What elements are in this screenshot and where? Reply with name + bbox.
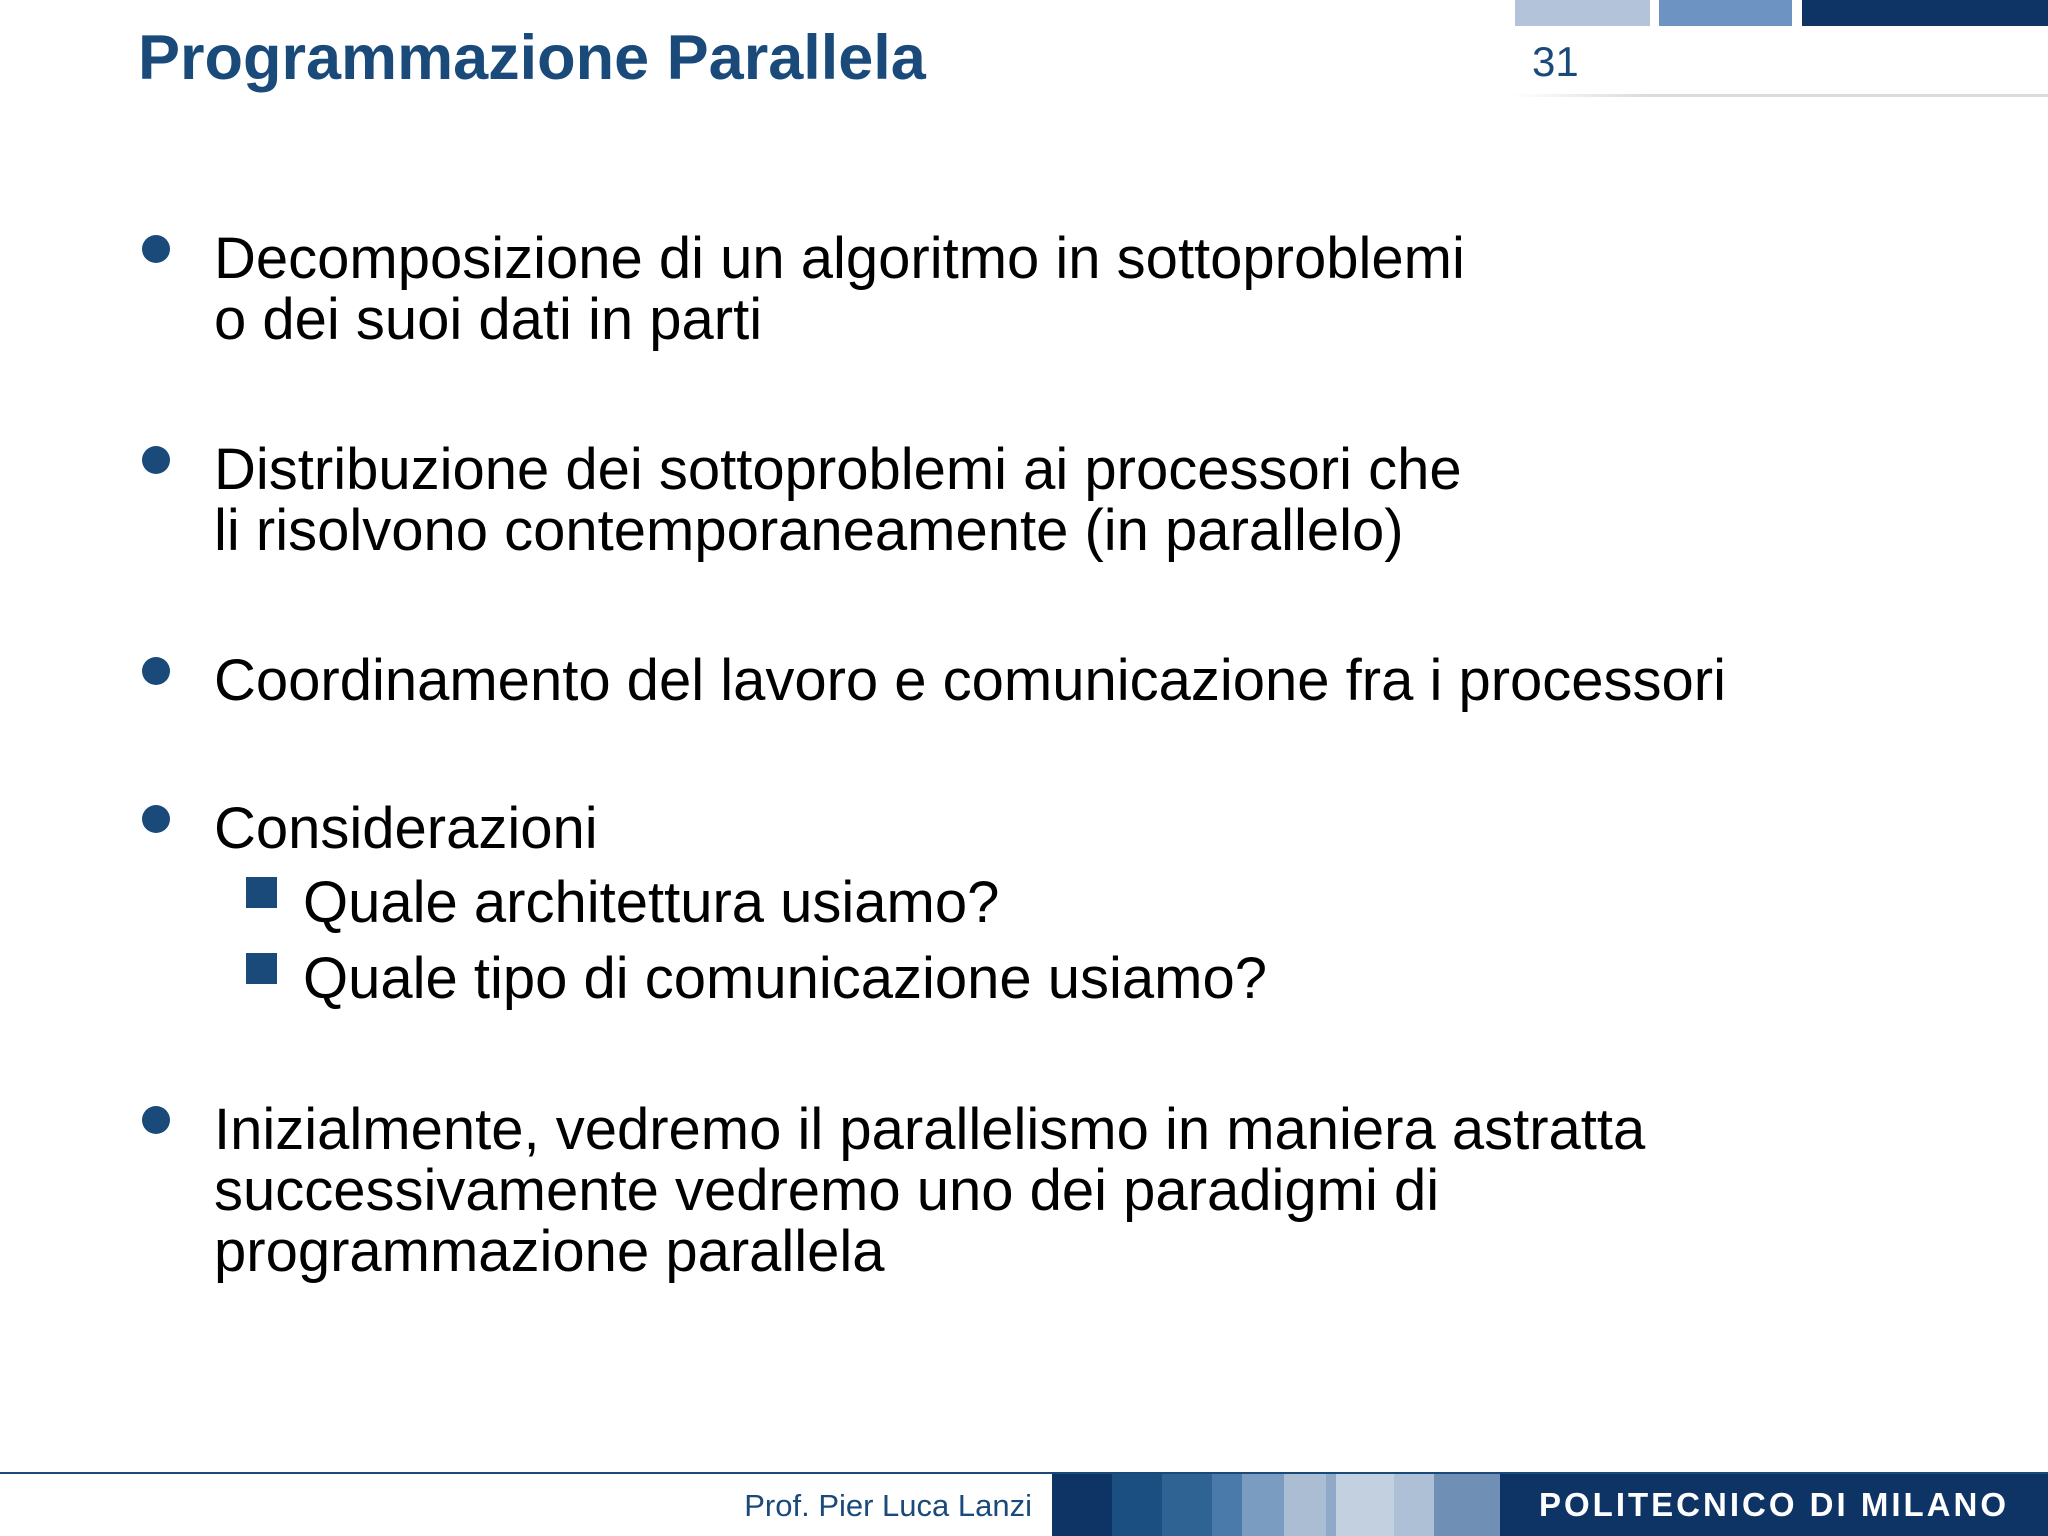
bullet-list [138, 228, 1938, 1282]
bullet-text: Decomposizione di un algoritmo in sottoproblemi [214, 226, 1465, 291]
author-name: Prof. Pier Luca Lanzi [744, 1488, 1032, 1523]
bullet-item [138, 228, 1938, 350]
footer-block [1434, 1474, 1500, 1536]
footer-block [1394, 1474, 1434, 1536]
header-rule [1510, 94, 2048, 97]
bullet-text: Coordinamento del lavoro e comunicazione fra i processori [214, 648, 1726, 713]
bullet-dot-icon [142, 657, 170, 685]
bullet-item [138, 650, 1938, 711]
bullet-text: o dei suoi dati in parti [214, 287, 763, 352]
bullet-text: li risolvono contemporaneamente (in parallelo) [214, 498, 1404, 563]
bullet-item [138, 439, 1938, 561]
bullet-item [138, 1099, 1938, 1282]
sub-bullet-item [214, 948, 1938, 1009]
bullet-text: Inizialmente, vedremo il parallelismo in maniera astratta [214, 1097, 1646, 1162]
sub-bullet-text: Quale architettura usiamo? [303, 870, 1000, 935]
bullet-dot-icon [142, 446, 170, 474]
footer-block [1112, 1474, 1162, 1536]
sub-bullet-list [214, 872, 1938, 1009]
bullet-text: programmazione parallela [214, 1219, 885, 1284]
square-bullet-icon [246, 877, 277, 908]
sub-bullet-item [214, 872, 1938, 933]
page-number: 31 [1532, 38, 1579, 85]
footer-block [1326, 1474, 1336, 1536]
bullet-text: successivamente vedremo uno dei paradigmi di [214, 1158, 1440, 1223]
square-bullet-icon [246, 953, 277, 984]
header-block-mid [1659, 0, 1792, 26]
footer-block [1336, 1474, 1394, 1536]
sub-bullet-text: Quale tipo di comunicazione usiamo? [303, 946, 1267, 1011]
bullet-text: Considerazioni [214, 796, 598, 861]
bullet-dot-icon [142, 805, 170, 833]
footer-block [1162, 1474, 1212, 1536]
bullet-item [138, 798, 1938, 1009]
bullet-text: Distribuzione dei sottoproblemi ai processori che [214, 437, 1462, 502]
bullet-dot-icon [142, 1106, 170, 1134]
footer-block [1242, 1474, 1284, 1536]
footer-block [1284, 1474, 1326, 1536]
footer-block [1052, 1474, 1112, 1536]
footer-block [1212, 1474, 1242, 1536]
institution-logo: POLITECNICO DI MILANO [1500, 1474, 2048, 1536]
header-block-dark [1802, 0, 2048, 26]
slide-title: Programmazione Parallela [138, 23, 926, 93]
header-decoration [1515, 0, 2048, 26]
bullet-dot-icon [142, 235, 170, 263]
header-block-light [1515, 0, 1650, 26]
